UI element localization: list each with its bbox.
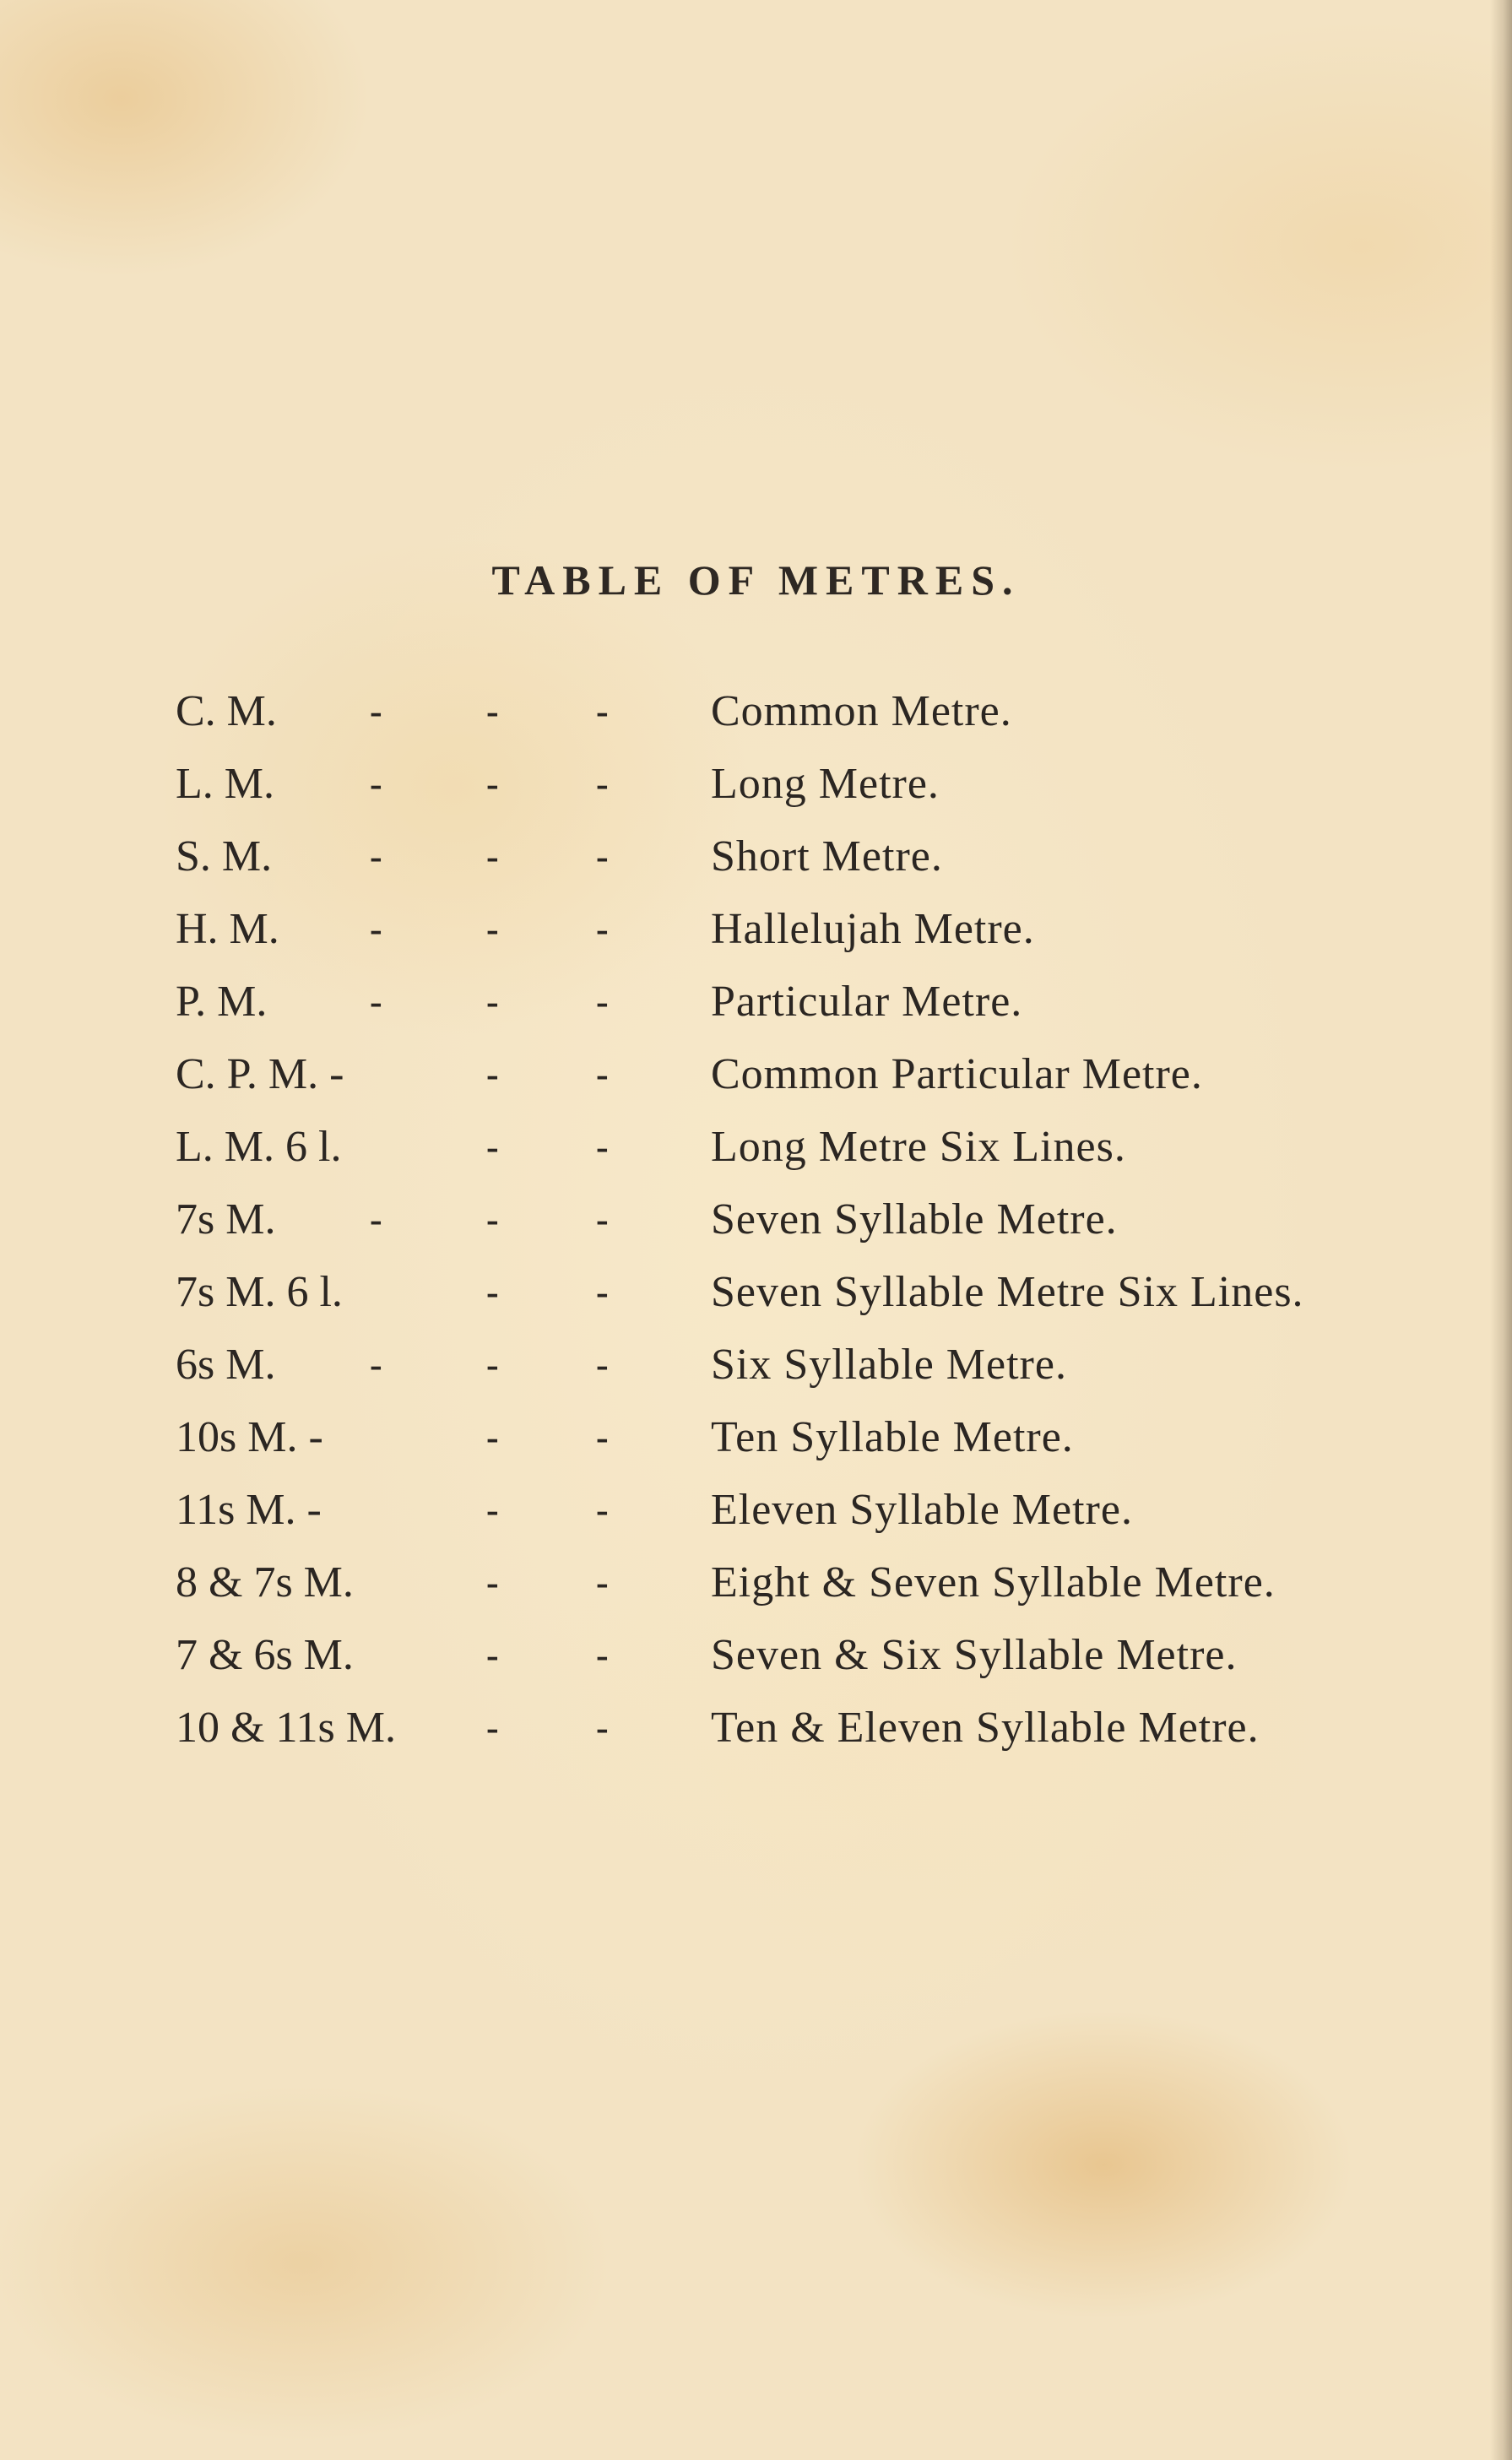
leader-dash: - bbox=[370, 981, 382, 1022]
metre-abbreviation: 11s M. - bbox=[176, 1486, 322, 1534]
table-row bbox=[0, 1256, 1512, 1329]
metre-abbreviation: L. M. 6 l. bbox=[176, 1123, 342, 1171]
table-row bbox=[0, 1038, 1512, 1111]
metre-abbreviation: H. M. bbox=[176, 905, 279, 953]
metre-name: Long Metre. bbox=[711, 760, 940, 808]
table-row bbox=[0, 821, 1512, 893]
leader-dash: - bbox=[596, 981, 609, 1022]
table-row bbox=[0, 1619, 1512, 1692]
table-row bbox=[0, 893, 1512, 966]
metre-abbreviation: C. P. M. - bbox=[176, 1050, 344, 1098]
leader-dash: - bbox=[486, 1634, 499, 1676]
table-row bbox=[0, 1184, 1512, 1256]
leader-dash: - bbox=[596, 1271, 609, 1313]
table-row bbox=[0, 1547, 1512, 1619]
table-row bbox=[0, 1692, 1512, 1764]
metre-abbreviation: P. M. bbox=[176, 978, 268, 1026]
metre-abbreviation: 8 & 7s M. bbox=[176, 1558, 354, 1607]
leader-dash: - bbox=[486, 1054, 499, 1095]
metre-abbreviation: 10 & 11s M. bbox=[176, 1704, 396, 1752]
metre-abbreviation: 7s M. 6 l. bbox=[176, 1268, 343, 1316]
leader-dash: - bbox=[486, 1562, 499, 1603]
metre-name: Particular Metre. bbox=[711, 978, 1023, 1026]
leader-dash: - bbox=[596, 1634, 609, 1676]
metre-abbreviation: 7 & 6s M. bbox=[176, 1631, 354, 1679]
metre-name: Eight & Seven Syllable Metre. bbox=[711, 1558, 1276, 1607]
leader-dash: - bbox=[596, 1707, 609, 1748]
metre-name: Seven & Six Syllable Metre. bbox=[711, 1631, 1238, 1679]
metre-abbreviation: 10s M. - bbox=[176, 1413, 323, 1461]
metre-name: Short Metre. bbox=[711, 832, 943, 881]
leader-dash: - bbox=[596, 1344, 609, 1385]
metre-name: Ten & Eleven Syllable Metre. bbox=[711, 1704, 1260, 1752]
leader-dash: - bbox=[486, 981, 499, 1022]
leader-dash: - bbox=[486, 1344, 499, 1385]
leader-dash: - bbox=[596, 763, 609, 805]
leader-dash: - bbox=[596, 1417, 609, 1458]
metre-name: Six Syllable Metre. bbox=[711, 1341, 1067, 1389]
leader-dash: - bbox=[596, 836, 609, 877]
leader-dash: - bbox=[486, 1199, 499, 1240]
metre-name: Seven Syllable Metre. bbox=[711, 1195, 1118, 1244]
leader-dash: - bbox=[370, 691, 382, 732]
table-row bbox=[0, 1329, 1512, 1401]
leader-dash: - bbox=[486, 1417, 499, 1458]
leader-dash: - bbox=[596, 1054, 609, 1095]
leader-dash: - bbox=[596, 1126, 609, 1168]
metre-name: Common Metre. bbox=[711, 687, 1012, 735]
leader-dash: - bbox=[596, 1562, 609, 1603]
page-title: TABLE OF METRES. bbox=[491, 555, 1021, 604]
metre-abbreviation: S. M. bbox=[176, 832, 273, 881]
leader-dash: - bbox=[370, 763, 382, 805]
leader-dash: - bbox=[370, 836, 382, 877]
metre-abbreviation: 7s M. bbox=[176, 1195, 276, 1244]
leader-dash: - bbox=[486, 1707, 499, 1748]
metre-abbreviation: 6s M. bbox=[176, 1341, 276, 1389]
leader-dash: - bbox=[486, 836, 499, 877]
metre-abbreviation: L. M. bbox=[176, 760, 274, 808]
metre-name: Seven Syllable Metre Six Lines. bbox=[711, 1268, 1304, 1316]
leader-dash: - bbox=[486, 1271, 499, 1313]
leader-dash: - bbox=[486, 763, 499, 805]
leader-dash: - bbox=[486, 1126, 499, 1168]
leader-dash: - bbox=[596, 691, 609, 732]
leader-dash: - bbox=[596, 1489, 609, 1531]
metre-name: Long Metre Six Lines. bbox=[711, 1123, 1126, 1171]
metres-table bbox=[0, 675, 1512, 1764]
metre-name: Hallelujah Metre. bbox=[711, 905, 1035, 953]
metre-abbreviation: C. M. bbox=[176, 687, 277, 735]
table-row bbox=[0, 1474, 1512, 1547]
leader-dash: - bbox=[596, 908, 609, 950]
leader-dash: - bbox=[370, 1344, 382, 1385]
metre-name: Eleven Syllable Metre. bbox=[711, 1486, 1133, 1534]
table-row bbox=[0, 1401, 1512, 1474]
leader-dash: - bbox=[486, 691, 499, 732]
leader-dash: - bbox=[486, 908, 499, 950]
table-row bbox=[0, 966, 1512, 1038]
table-row bbox=[0, 1111, 1512, 1184]
table-row bbox=[0, 748, 1512, 821]
leader-dash: - bbox=[370, 1199, 382, 1240]
leader-dash: - bbox=[486, 1489, 499, 1531]
leader-dash: - bbox=[370, 908, 382, 950]
table-row bbox=[0, 675, 1512, 748]
metre-name: Ten Syllable Metre. bbox=[711, 1413, 1074, 1461]
metre-name: Common Particular Metre. bbox=[711, 1050, 1203, 1098]
leader-dash: - bbox=[596, 1199, 609, 1240]
